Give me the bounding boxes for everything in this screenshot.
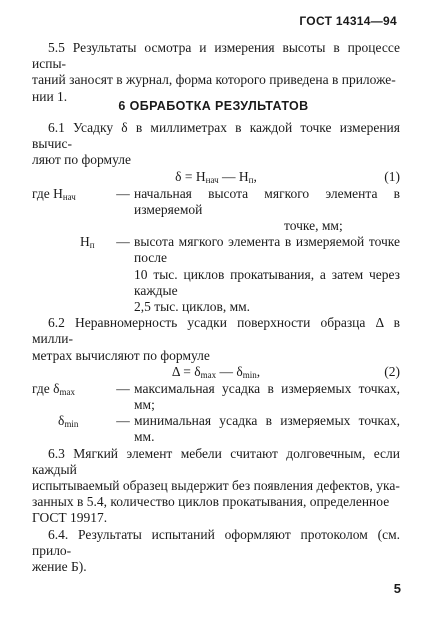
text-line: 6.4. Результаты испытаний оформляют протоколом (см. прило-	[32, 526, 400, 558]
formula-part: ,	[253, 168, 257, 184]
formula-subscript: п	[248, 174, 254, 185]
definition-term: $H_п$	[80, 234, 95, 251]
formula-subscript: нач	[205, 174, 219, 185]
text-line: занных в 5.4, количество циклов прокатывания, определенное	[32, 494, 390, 510]
formula-number: (1)	[384, 168, 400, 184]
definition-continuation: точке, мм;	[284, 218, 343, 234]
text-line: ляют по формуле	[32, 152, 131, 168]
text-line: ГОСТ 19917.	[32, 510, 108, 526]
text-line: жение Б).	[32, 559, 87, 575]
paragraph-5-5	[32, 40, 400, 105]
text-line: 6.3 Мягкий элемент мебели считают долговечным, если каждый	[32, 445, 400, 477]
standard-header: ГОСТ 14314—94	[299, 14, 397, 28]
formula-subscript: min	[242, 369, 257, 380]
paragraph-6-1	[32, 120, 400, 575]
section-heading: 6 ОБРАБОТКА РЕЗУЛЬТАТОВ	[118, 99, 309, 113]
definition-dmax: где $\delta_{max}$ — максимальная усадка в измеряемых точках, мм;	[32, 380, 400, 413]
text-line: 5.5 Результаты осмотра и измерения высоты в процессе испы-	[32, 40, 400, 72]
formula-expression	[32, 364, 400, 383]
definition-continuation: 2,5 тыс. циклов, мм.	[134, 299, 251, 315]
definition-continuation: 10 тыс. циклов прокатывания, а затем через каждые	[134, 266, 400, 298]
formula-part: Δ = δ	[171, 363, 201, 379]
definition-term: $\delta_{min}$	[58, 413, 79, 430]
definition-dmin: $\delta_{min}$ — минимальная усадка в измеряемых точках, мм.	[32, 413, 400, 445]
definition-hnach: где $H_{нач}$ — начальная высота мягкого элемента в измеряемой	[32, 185, 400, 217]
formula-number: (2)	[384, 363, 400, 379]
text-line: таний заносят в журнал, форма которого приведена в приложе-	[32, 72, 396, 88]
formula-subscript: max	[200, 369, 217, 380]
text-line: испытываемый образец выдержит без появления дефектов, ука-	[32, 478, 400, 494]
definition-term: где $\delta_{max}$	[32, 380, 75, 397]
formula-1	[32, 169, 400, 186]
formula-expression	[32, 169, 400, 188]
formula-part: δ = H	[175, 168, 206, 184]
text-line: 6.1 Усадку δ в миллиметрах в каждой точке измерения вычис-	[32, 120, 400, 152]
definition-term: где $H_{нач}$	[32, 185, 76, 202]
formula-part: ,	[256, 363, 261, 379]
formula-part: — H	[218, 168, 249, 184]
definition-hp: $H_п$ — высота мягкого элемента в измеряемой точке после	[32, 234, 400, 266]
text-line: нии 1.	[32, 88, 68, 104]
text-line: 6.2 Неравномерность усадки поверхности образца Δ в милли-	[32, 315, 400, 347]
formula-2	[32, 364, 400, 381]
formula-part: — δ	[216, 363, 243, 379]
page-number: 5	[393, 580, 401, 596]
text-line: метрах вычисляют по формуле	[32, 347, 210, 363]
